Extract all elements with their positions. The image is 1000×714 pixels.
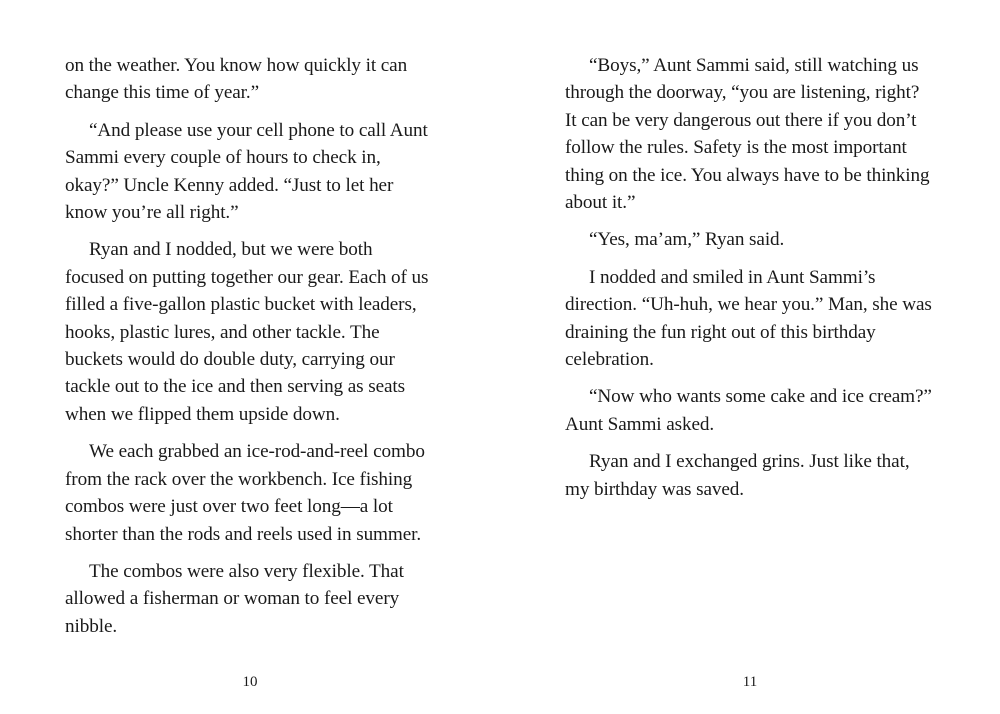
paragraph: “Yes, ma’am,” Ryan said.	[589, 229, 785, 251]
paragraph: We each grabbed an ice-rod-and-reel combo from the rack over the workbench. Ice fishing combos were just over two feet long—a lot shorter than the rods and reels used in summer.	[65, 441, 425, 545]
paragraph: “Now who wants some cake and ice cream?” Aunt Sammi asked.	[565, 386, 932, 435]
page-number-right: 11	[742, 674, 758, 690]
page-number-left: 10	[242, 674, 258, 690]
left-page	[65, 52, 435, 650]
paragraph: The combos were also very flexible. That allowed a fisherman or woman to feel every nibble.	[65, 560, 404, 637]
paragraph: I nodded and smiled in Aunt Sammi’s direction. “Uh-huh, we hear you.” Man, she was draining the fun right out of this birthday celebration.	[565, 266, 932, 371]
paragraph: Ryan and I exchanged grins. Just like that, my birthday was saved.	[565, 451, 910, 500]
paragraph: “Boys,” Aunt Sammi said, still watching us through the doorway, “you are listening, right? It can be very dangerous out there if you don’t follow the rules. Safety is the most important thing on the ice. You always have to be thinking about it.”	[565, 55, 930, 214]
paragraph: on the weather. You know how quickly it can change this time of year.”	[65, 55, 408, 104]
paragraph: Ryan and I nodded, but we were both focused on putting together our gear. Each of us filled a five-gallon plastic bucket with leaders, hooks, plastic lures, and other tackle. The buckets would do double duty, carrying our tackle out to the ice and then serving as seats when we flipped them upside down.	[65, 239, 429, 425]
paragraph: “And please use your cell phone to call Aunt Sammi every couple of hours to check in, okay?” Uncle Kenny added. “Just to let her know you’re all right.”	[65, 119, 428, 224]
right-page	[565, 52, 935, 513]
